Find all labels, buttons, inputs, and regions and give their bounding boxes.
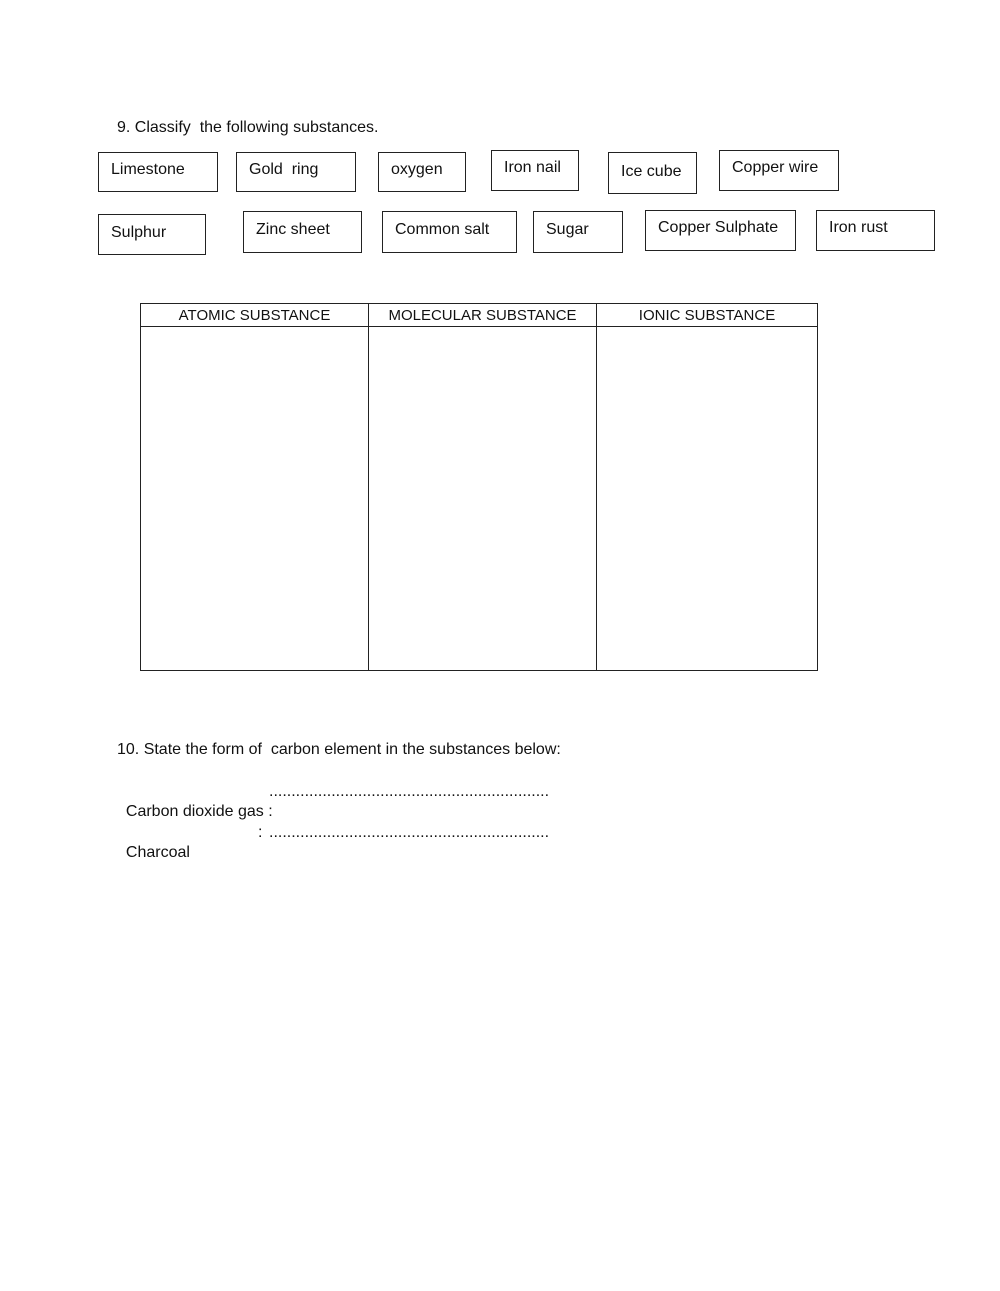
substance-box[interactable] [816, 210, 935, 251]
substance-label: Sugar [546, 221, 589, 238]
substance-label: Limestone [111, 161, 185, 178]
substance-label: Sulphur [111, 224, 167, 241]
header-molecular-substance: MOLECULAR SUBSTANCE [369, 304, 597, 327]
substance-label: Copper wire [732, 159, 819, 176]
substance-box[interactable] [491, 150, 579, 191]
substance-label: Copper Sulphate [658, 219, 779, 236]
question-9-title: 9. Classify the following substances. [117, 119, 379, 136]
substance-box[interactable] [719, 150, 839, 191]
substance-box[interactable] [378, 152, 466, 192]
classification-table [140, 303, 818, 671]
substance-box[interactable] [533, 211, 623, 253]
ionic-drop-zone[interactable] [597, 327, 818, 671]
substance-label: Ice cube [621, 163, 682, 180]
answer-label: Charcoal [125, 844, 190, 861]
substance-box[interactable] [98, 214, 206, 255]
substance-box[interactable] [243, 211, 362, 253]
substance-label: Common salt [395, 221, 490, 238]
substance-label: Iron rust [829, 219, 888, 236]
answer-colon: : [258, 824, 263, 841]
substance-box[interactable] [382, 211, 517, 253]
substance-box[interactable] [645, 210, 796, 251]
answer-blank[interactable]: ............................................................... [269, 824, 550, 841]
molecular-drop-zone[interactable] [369, 327, 597, 671]
substance-label: Zinc sheet [256, 221, 330, 238]
substance-label: Iron nail [504, 159, 561, 176]
header-atomic-substance: ATOMIC SUBSTANCE [141, 304, 369, 327]
answer-blank[interactable]: ............................................................... [269, 783, 550, 800]
header-ionic-substance: IONIC SUBSTANCE [597, 304, 818, 327]
substance-box[interactable] [236, 152, 356, 192]
answer-label: Carbon dioxide gas : [125, 803, 273, 820]
substance-box[interactable] [98, 152, 218, 192]
substance-box[interactable] [608, 152, 697, 194]
answer-line-charcoal [117, 823, 550, 903]
substance-label: oxygen [391, 161, 443, 178]
question-10-title: 10. State the form of carbon element in the substances below: [117, 741, 561, 758]
atomic-drop-zone[interactable] [141, 327, 369, 671]
substance-label: Gold ring [249, 161, 319, 178]
